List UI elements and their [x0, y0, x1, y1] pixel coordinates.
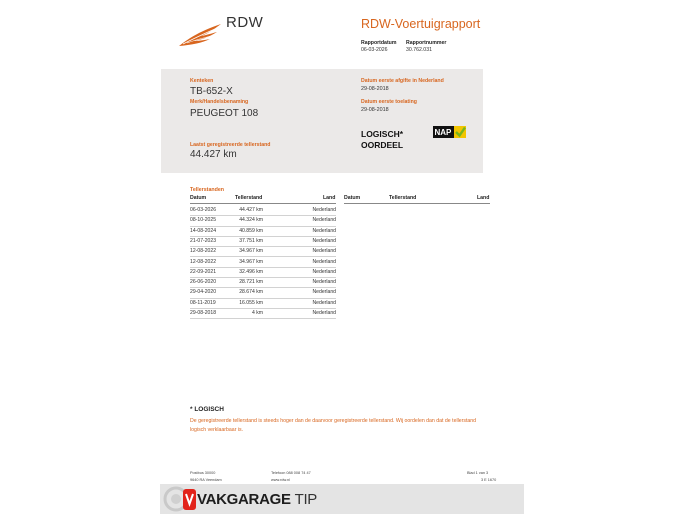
row-datum: 29-04-2020 — [190, 289, 217, 296]
table-row — [190, 308, 336, 319]
col-datum-header-right: Datum — [344, 195, 361, 201]
brand-name: RDW — [226, 14, 264, 31]
row-land: Nederland — [312, 248, 336, 255]
logisch-title: * LOGISCH — [190, 406, 224, 413]
row-datum: 08-10-2025 — [190, 217, 217, 224]
row-datum: 06-03-2026 — [190, 207, 217, 213]
report-title: RDW-Voertuigrapport — [361, 17, 481, 31]
col-tellerstand-header-right: Tellerstand — [389, 195, 417, 201]
row-datum: 26-06-2020 — [190, 279, 217, 286]
vakgarage-wordmark[interactable] — [197, 491, 317, 508]
merk-label: Merk/Handelsbenaming — [190, 99, 249, 105]
vakgarage-shield-icon — [183, 489, 196, 510]
row-datum: 29-08-2018 — [190, 310, 217, 316]
row-tellerstand: 4 km — [251, 310, 263, 316]
row-datum: 21-07-2023 — [190, 237, 217, 244]
row-land: Nederland — [312, 207, 336, 213]
tellerstand-label: Laatst geregistreerde tellerstand — [190, 142, 271, 148]
row-land: Nederland — [312, 217, 336, 224]
footer-website: www.rdw.nl — [271, 478, 290, 482]
row-tellerstand: 28.674 km — [239, 289, 263, 296]
oordeel-line1: LOGISCH* — [361, 129, 404, 139]
rapportnummer-value: 30.762.031 — [406, 47, 432, 53]
footer-telefoon: Telefoon 088 008 74 47 — [271, 471, 311, 475]
row-land: Nederland — [312, 258, 336, 265]
nap-check-icon — [433, 126, 466, 138]
rapportdatum-label: Rapportdatum — [361, 40, 397, 46]
merk-value: PEUGEOT 108 — [190, 108, 259, 119]
row-datum: 22-09-2021 — [190, 268, 217, 275]
rapportdatum-value: 06-03-2026 — [361, 47, 388, 53]
row-land: Nederland — [312, 268, 336, 275]
footer-address: 9640 RA Veendam — [190, 478, 222, 482]
row-tellerstand: 32.496 km — [239, 268, 263, 275]
tellerstand-value: 44.427 km — [190, 149, 237, 160]
row-land: Nederland — [312, 289, 336, 296]
row-tellerstand: 16.055 km — [239, 299, 263, 306]
row-tellerstand: 34.967 km — [239, 248, 263, 255]
footer-code: 3 E 1670 — [481, 478, 497, 482]
table-header-rule-left — [190, 203, 336, 204]
row-land: Nederland — [312, 237, 336, 244]
toelating-label: Datum eerste toelating — [361, 99, 417, 105]
logisch-text: De geregistreerde tellerstand is steeds hoger dan de daarvoor geregistreerde tellerstand. Wij oordelen dan dat de tellerstand logisch verklaarbaar is. — [190, 418, 477, 433]
row-land: Nederland — [312, 299, 336, 306]
col-land-header: Land — [323, 195, 336, 201]
row-datum: 12-08-2022 — [190, 248, 217, 255]
footer-page: Blad 1 van 3 — [467, 471, 489, 475]
row-tellerstand: 44.427 km — [239, 207, 263, 213]
col-tellerstand-header: Tellerstand — [235, 195, 263, 201]
afgifte-value: 29-08-2018 — [361, 86, 389, 92]
tellerstanden-title: Tellerstanden — [190, 187, 225, 193]
toelating-value: 29-08-2018 — [361, 107, 389, 113]
row-land: Nederland — [312, 227, 336, 234]
afgifte-label: Datum eerste afgifte in Nederland — [361, 78, 444, 84]
row-tellerstand: 44.324 km — [239, 217, 263, 224]
oordeel-label — [361, 129, 403, 151]
oordeel-line2: OORDEEL — [361, 140, 404, 150]
row-datum: 12-08-2022 — [190, 258, 217, 265]
kenteken-label: Kenteken — [190, 78, 214, 84]
vakgarage-tip: TIP — [294, 491, 318, 508]
rapportnummer-label: Rapportnummer — [406, 40, 447, 46]
row-land: Nederland — [312, 279, 336, 286]
row-land: Nederland — [312, 310, 336, 316]
row-tellerstand: 37.751 km — [239, 237, 263, 244]
col-datum-header: Datum — [190, 195, 207, 201]
row-tellerstand: 40.859 km — [239, 227, 263, 234]
rdw-logo-icon — [177, 22, 223, 48]
row-tellerstand: 28.721 km — [239, 279, 263, 286]
row-datum: 08-11-2019 — [190, 299, 216, 306]
table-header-rule-right — [344, 203, 490, 204]
nap-label: NAP — [434, 128, 452, 137]
vakgarage-brand: VAKGARAGE — [197, 491, 291, 508]
col-land-header-right: Land — [477, 195, 490, 201]
row-datum: 14-08-2024 — [190, 227, 217, 234]
footer-postbus: Postbus 30000 — [190, 471, 216, 475]
row-tellerstand: 34.967 km — [239, 258, 263, 265]
kenteken-value: TB-652-X — [190, 86, 233, 97]
